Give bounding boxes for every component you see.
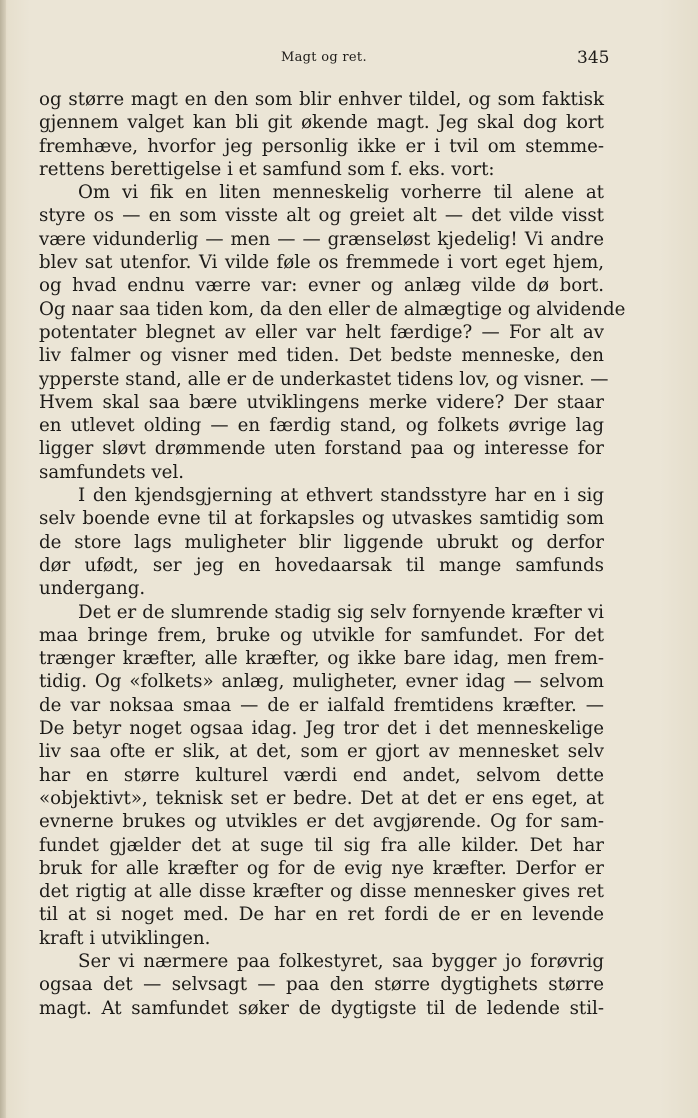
text-line: «objektivt», teknisk set er bedre. Det at det er ens eget, at xyxy=(39,787,604,809)
text-line: Det er de slumrende stadig sig selv fornyende kræfter vi xyxy=(78,601,604,623)
body-text xyxy=(39,88,626,1020)
text-line: de var noksaa smaa — de er ialfald fremtidens kræfter. — xyxy=(39,694,604,716)
text-line: og hvad endnu værre var: evner og anlæg vilde dø bort. xyxy=(39,275,604,297)
text-line: maa bringe frem, bruke og utvikle for samfundet. For det xyxy=(39,624,604,646)
text-line: ogsaa det — selvsagt — paa den større dygtighets større xyxy=(39,974,604,996)
text-line: ypperste stand, alle er de underkastet tidens lov, og visner. — xyxy=(39,368,609,390)
text-line: liv falmer og visner med tiden. Det bedste menneske, den xyxy=(39,345,604,367)
text-line: har en større kulturel værdi end andet, selvom dette xyxy=(39,764,604,786)
text-line: Hvem skal saa bære utviklingens merke videre? Der staar xyxy=(39,391,604,413)
text-line: samfundets vel. xyxy=(39,461,185,483)
text-line: styre os — en som visste alt og greiet alt — det vilde visst xyxy=(39,205,604,227)
text-line: potentater blegnet av eller var helt færdige? — For alt av xyxy=(39,321,604,343)
running-title: Magt og ret. xyxy=(281,50,367,65)
text-line: det rigtig at alle disse kræfter og disse mennesker gives ret xyxy=(39,881,604,903)
text-line: Og naar saa tiden kom, da den eller de almægtige og alvidende xyxy=(39,298,626,320)
text-line: og større magt en den som blir enhver tildel, og som faktisk xyxy=(39,89,604,110)
text-line: selv boende evne til at forkapsles og utvaskes samtidig som xyxy=(39,508,604,530)
page-header xyxy=(0,48,698,72)
text-line: tidig. Og «folkets» anlæg, muligheter, evner idag — selvom xyxy=(39,671,604,693)
text-line: være vidunderlig — men — — grænseløst kjedelig! Vi andre xyxy=(39,228,604,250)
page-number: 345 xyxy=(577,48,610,68)
text-line: blev sat utenfor. Vi vilde føle os fremmede i vort eget hjem, xyxy=(39,252,604,274)
page-gutter xyxy=(0,0,6,1118)
text-line: Ser vi nærmere paa folkestyret, saa bygger jo forøvrig xyxy=(78,950,604,972)
text-line: de store lags muligheter blir liggende ubrukt og derfor xyxy=(39,531,604,553)
text-line: ligger sløvt drømmende uten forstand paa og interesse for xyxy=(39,438,604,460)
text-line: Om vi fik en liten menneskelig vorherre til alene at xyxy=(78,182,604,204)
text-line: undergang. xyxy=(39,578,146,600)
text-line: magt. At samfundet søker de dygtigste til de ledende stil- xyxy=(39,997,604,1019)
text-line: liv saa ofte er slik, at det, som er gjort av mennesket selv xyxy=(39,741,604,763)
text-line: dør ufødt, ser jeg en hovedaarsak til mange samfunds xyxy=(39,554,604,576)
text-line: til at si noget med. De har en ret fordi de er en levende xyxy=(39,904,604,926)
text-line: fremhæve, hvorfor jeg personlig ikke er i tvil om stemme- xyxy=(39,135,604,157)
text-line: fundet gjælder det at suge til sig fra alle kilder. Det har xyxy=(39,834,604,856)
text-line: rettens berettigelse i et samfund som f. eks. vort: xyxy=(39,158,495,180)
text-line: I den kjendsgjerning at ethvert standsstyre har en i sig xyxy=(78,485,604,507)
text-line: kraft i utviklingen. xyxy=(39,927,211,949)
text-line: evnerne brukes og utvikles er det avgjørende. Og for sam- xyxy=(39,811,604,833)
text-line: gjennem valget kan bli git økende magt. Jeg skal dog kort xyxy=(39,112,604,134)
text-line: bruk for alle kræfter og for de evig nye kræfter. Derfor er xyxy=(39,857,604,879)
text-line: trænger kræfter, alle kræfter, og ikke bare idag, men frem- xyxy=(39,648,604,670)
text-line: en utlevet olding — en færdig stand, og folkets øvrige lag xyxy=(39,415,604,437)
text-line: De betyr noget ogsaa idag. Jeg tror det i det menneskelige xyxy=(39,718,604,740)
